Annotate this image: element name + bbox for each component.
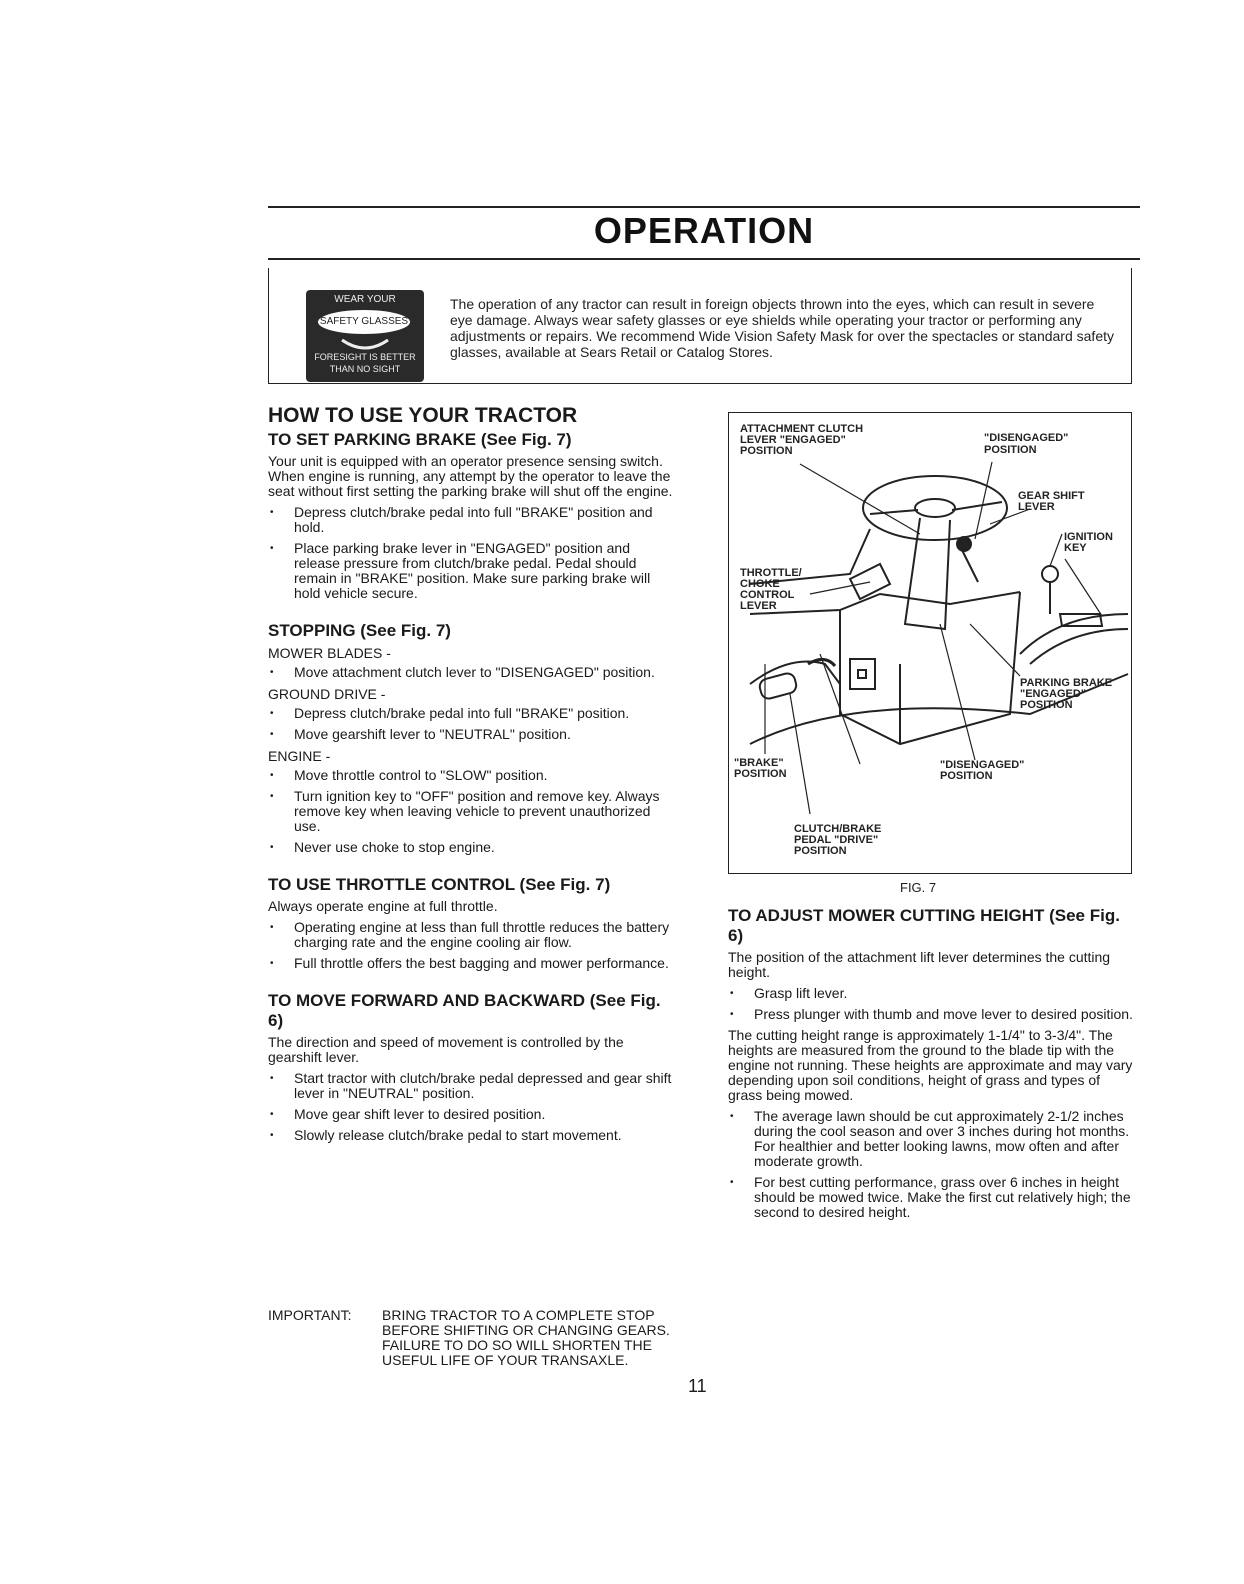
list-item: • Press plunger with thumb and move lever to desired position.	[728, 1007, 1136, 1022]
safety-glasses-badge	[306, 290, 424, 382]
mower-blades-label: MOWER BLADES -	[268, 645, 391, 661]
forward-backward-heading: TO MOVE FORWARD AND BACKWARD (See Fig. 6)	[268, 991, 661, 1030]
label-throttle-2: CHOKE	[740, 578, 780, 590]
left-column	[268, 404, 674, 1149]
parking-brake-list	[268, 505, 674, 601]
list-item: • Move gear shift lever to desired position.	[268, 1107, 674, 1122]
label-attachment-3: POSITION	[740, 445, 793, 457]
throttle-intro: Always operate engine at full throttle.	[268, 898, 498, 914]
badge-bottom-text-1: FORESIGHT IS BETTER	[314, 352, 416, 362]
label-brake-2: POSITION	[734, 768, 787, 780]
list-item: • Move attachment clutch lever to "DISENGAGED" position.	[268, 665, 674, 680]
label-gear-shift-1: GEAR SHIFT	[1018, 490, 1085, 502]
list-item: • Move throttle control to "SLOW" position.	[268, 768, 674, 783]
page-title: OPERATION	[593, 210, 815, 251]
throttle-list	[268, 920, 674, 971]
cutting-height-list	[728, 986, 1136, 1022]
list-item: • For best cutting performance, grass over 6 inches in height should be mowed twice. Make the first cut relatively high; the second to desired height.	[728, 1175, 1136, 1220]
badge-top-text: WEAR YOUR	[334, 294, 396, 305]
right-column	[728, 906, 1136, 1226]
list-item: • Move gearshift lever to "NEUTRAL" position.	[268, 727, 674, 742]
cutting-height-range: The cutting height range is approximately 1-1/4" to 3-3/4". The heights are measured from the ground to the blade tip with the engine not running. These heights are approximate and may vary depending upon soil conditions, height of grass and types of grass being mowed.	[728, 1027, 1133, 1103]
list-item: • Turn ignition key to "OFF" position and remove key. Always remove key when leaving vehicle to prevent unauthorized use.	[268, 789, 674, 834]
label-clutch-brake-2: PEDAL "DRIVE"	[794, 834, 879, 846]
label-attachment-1: ATTACHMENT CLUTCH	[740, 423, 864, 435]
label-gear-shift-2: LEVER	[1018, 501, 1055, 513]
label-disengaged-bottom-1: "DISENGAGED"	[940, 759, 1025, 771]
cutting-height-heading: TO ADJUST MOWER CUTTING HEIGHT (See Fig. 6)	[728, 906, 1120, 945]
ground-drive-label: GROUND DRIVE -	[268, 686, 386, 702]
safety-warning-text: The operation of any tractor can result in foreign objects thrown into the eyes, which can result in severe eye damage. Always wear safety glasses or eye shields while operating your tractor or performing any adjustments or repairs. We recommend Wide Vision Safety Mask for over the spectacles or standard safety glasses, available at Sears Retail or Catalog Stores.	[450, 296, 1114, 360]
throttle-heading: TO USE THROTTLE CONTROL (See Fig. 7)	[268, 875, 611, 894]
parking-brake-heading: TO SET PARKING BRAKE (See Fig. 7)	[268, 430, 572, 449]
main-heading: HOW TO USE YOUR TRACTOR	[268, 404, 578, 427]
badge-bottom-text-2: THAN NO SIGHT	[329, 364, 401, 374]
page-number: 11	[688, 1376, 707, 1396]
steering-wheel-shape	[863, 476, 1007, 540]
list-item: • Operating engine at less than full throttle reduces the battery charging rate and the engine cooling air flow.	[268, 920, 674, 950]
figure-caption: FIG. 7	[900, 880, 937, 895]
label-disengaged-top-2: POSITION	[984, 444, 1037, 456]
label-throttle-4: LEVER	[740, 600, 777, 612]
mower-blades-list	[268, 665, 674, 680]
list-item: • Grasp lift lever.	[728, 986, 1136, 1001]
label-clutch-brake-1: CLUTCH/BRAKE	[794, 823, 882, 835]
badge-mid-text: SAFETY GLASSES	[318, 310, 410, 334]
label-ignition-1: IGNITION	[1064, 531, 1113, 543]
label-disengaged-bottom-2: POSITION	[940, 770, 993, 782]
label-brake-1: "BRAKE"	[734, 757, 784, 769]
header-rule-top	[268, 206, 1140, 208]
stopping-heading: STOPPING (See Fig. 7)	[268, 621, 451, 640]
important-label: IMPORTANT:	[268, 1307, 352, 1323]
important-text: BRING TRACTOR TO A COMPLETE STOP BEFORE SHIFTING OR CHANGING GEARS. FAILURE TO DO SO WILL SHORTEN THE USEFUL LIFE OF YOUR TRANSAXLE.	[382, 1307, 670, 1368]
parking-brake-intro: Your unit is equipped with an operator presence sensing switch. When engine is running, any attempt by the operator to leave the seat without first setting the parking brake will shut off the engine.	[268, 453, 673, 499]
label-throttle-3: CONTROL	[740, 589, 795, 601]
list-item: • Never use choke to stop engine.	[268, 840, 674, 855]
ground-drive-list	[268, 706, 674, 742]
label-disengaged-top-1: "DISENGAGED"	[984, 432, 1069, 444]
engine-label: ENGINE -	[268, 748, 331, 764]
list-item: • Depress clutch/brake pedal into full "BRAKE" position.	[268, 706, 674, 721]
list-item: • Slowly release clutch/brake pedal to start movement.	[268, 1128, 674, 1143]
tractor-controls-illustration	[730, 414, 1130, 872]
cutting-height-intro: The position of the attachment lift lever determines the cutting height.	[728, 949, 1111, 980]
list-item: • Start tractor with clutch/brake pedal depressed and gear shift lever in "NEUTRAL" position.	[268, 1071, 674, 1101]
label-parking-brake-2: "ENGAGED"	[1020, 688, 1087, 700]
label-throttle-1: THROTTLE/	[740, 567, 802, 579]
label-parking-brake-3: POSITION	[1020, 699, 1073, 711]
label-parking-brake-1: PARKING BRAKE	[1020, 677, 1113, 689]
header-rule-bottom	[268, 258, 1140, 260]
label-attachment-2: LEVER "ENGAGED"	[740, 434, 846, 446]
list-item: • The average lawn should be cut approximately 2-1/2 inches during the cool season and over 3 inches during hot months. For healthier and better looking lawns, mow often and after moderate growth.	[728, 1109, 1136, 1169]
list-item: • Full throttle offers the best bagging and mower performance.	[268, 956, 674, 971]
lawn-tips-list	[728, 1109, 1136, 1220]
forward-backward-intro: The direction and speed of movement is controlled by the gearshift lever.	[268, 1034, 624, 1065]
label-clutch-brake-3: POSITION	[794, 845, 847, 857]
list-item: • Place parking brake lever in "ENGAGED" position and release pressure from clutch/brake pedal. Pedal should remain in "BRAKE" position. Make sure parking brake will hold vehicle secure.	[268, 541, 674, 601]
forward-backward-list	[268, 1071, 674, 1143]
list-item: • Depress clutch/brake pedal into full "BRAKE" position and hold.	[268, 505, 674, 535]
engine-list	[268, 768, 674, 855]
label-ignition-2: KEY	[1064, 542, 1087, 554]
